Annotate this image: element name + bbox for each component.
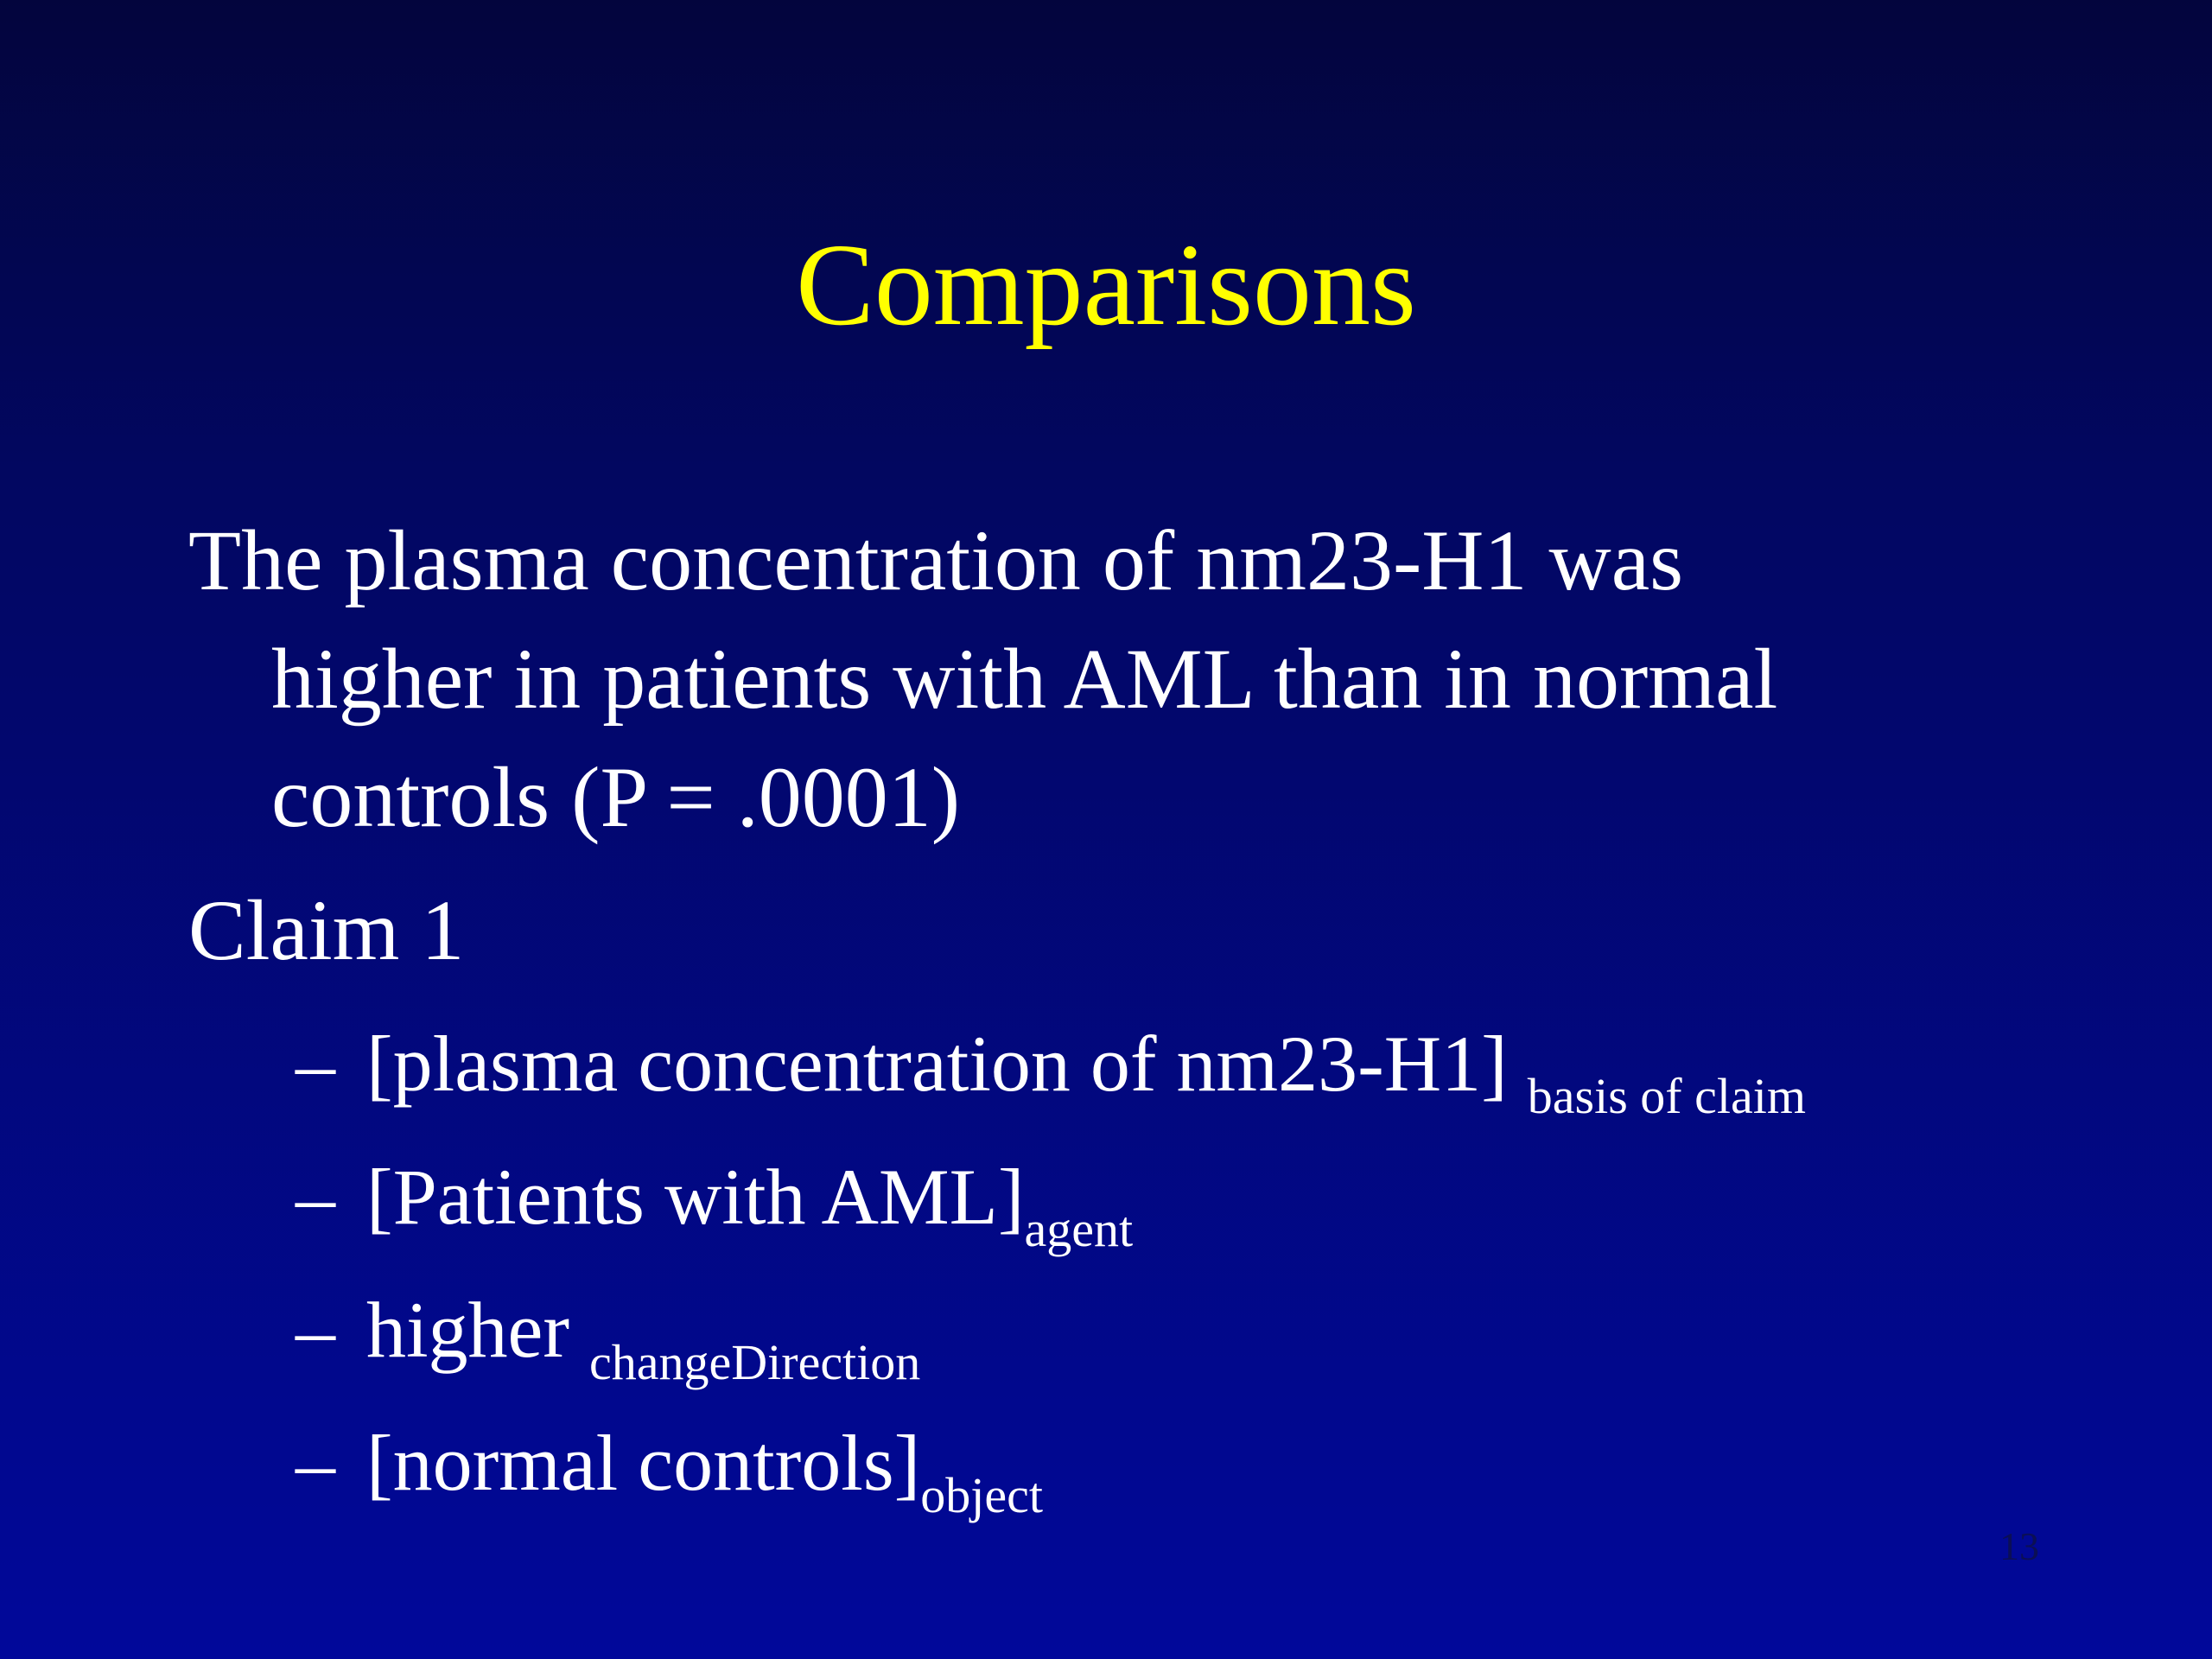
claim-bullet-object	[296, 1402, 1806, 1535]
bullet-text: [Patients with AML]	[366, 1153, 1025, 1241]
bullet-role-subscript: object	[920, 1467, 1043, 1523]
bullet-dash: –	[296, 1286, 335, 1374]
slide-title: Comparisons	[796, 220, 1416, 350]
bullet-text: [normal controls]	[366, 1419, 921, 1507]
bullet-dash: –	[296, 1419, 335, 1507]
statement-line: The plasma concentration of nm23-H1 was	[188, 512, 1684, 608]
statement-paragraph	[188, 501, 2037, 856]
claim-heading: Claim 1	[188, 882, 465, 978]
claim-bullet-basis	[296, 1002, 1806, 1135]
statement-line: controls (P = .0001)	[271, 749, 961, 845]
bullet-role-subscript: changeDirection	[589, 1334, 921, 1390]
bullet-role-subscript: basis of claim	[1527, 1068, 1806, 1124]
page-number: 13	[1999, 1524, 2039, 1568]
bullet-role-subscript: agent	[1024, 1201, 1134, 1257]
claim-bullet-change-direction	[296, 1268, 1806, 1402]
bullet-dash: –	[296, 1153, 335, 1241]
statement-line: higher in patients with AML than in normal	[271, 631, 1778, 727]
claim-bullet-agent	[296, 1135, 1806, 1268]
claim-bullet-list	[296, 1002, 1806, 1535]
bullet-text: higher	[366, 1286, 570, 1374]
bullet-dash: –	[296, 1020, 335, 1108]
bullet-text: [plasma concentration of nm23-H1]	[366, 1020, 1508, 1108]
